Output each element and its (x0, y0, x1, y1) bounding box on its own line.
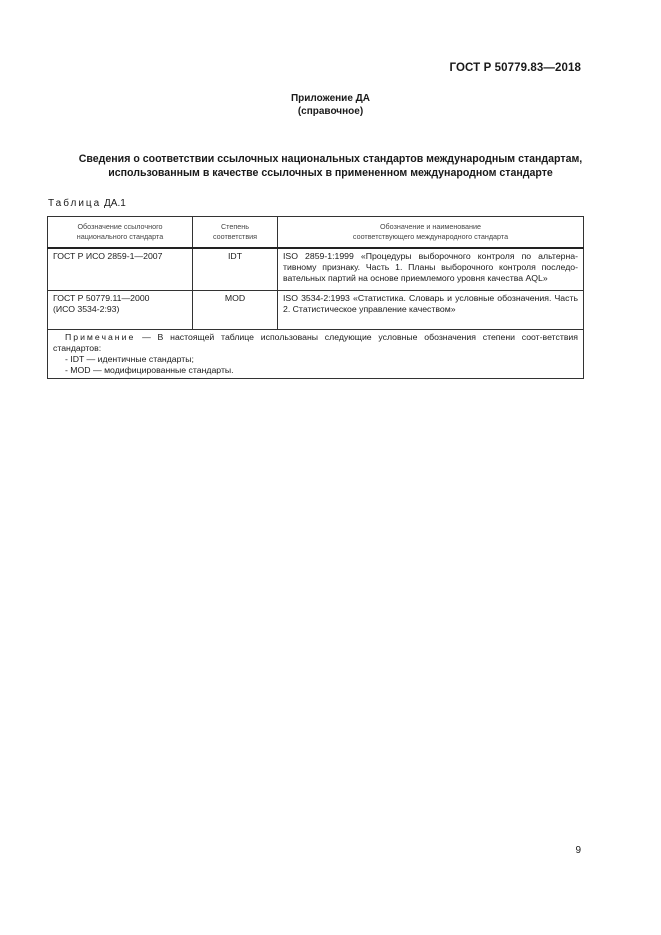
note-label: Примечание (65, 332, 136, 342)
row-2-code-line-2: (ИСО 3534-2:93) (53, 304, 120, 314)
table-header-row (48, 217, 584, 249)
row-1-name: ISO 2859-1:1999 «Процедуры выборочного контроля по альтерна-тивному признаку. Часть 1. Планы выборочного контроля последо-вательных партий на основе приемлемого уровня качества AQL» (278, 248, 584, 291)
page-number: 9 (575, 845, 581, 856)
table-caption-id: ДА.1 (104, 198, 126, 209)
note-item-mod: - MOD — модифицированные стандарты. (65, 365, 234, 375)
section-heading (40, 152, 621, 180)
row-1-degree: IDT (193, 248, 278, 291)
column-header-code-line-2: национального стандарта (76, 232, 164, 241)
column-header-code-line-1: Обозначение ссылочного (77, 222, 163, 231)
annex-title: Приложение ДА (290, 93, 371, 104)
column-header-name-line-1: Обозначение и наименование (379, 222, 482, 231)
correspondence-table (47, 216, 584, 379)
table-row (48, 291, 584, 330)
table-caption (48, 198, 126, 209)
table-note (48, 330, 584, 379)
table-caption-word: Таблица (48, 198, 102, 209)
row-2-code (48, 291, 193, 330)
note-item-idt: - IDT — идентичные стандарты; (65, 354, 194, 364)
annex-subtitle: (справочное) (297, 106, 364, 117)
note-paragraph (53, 332, 578, 354)
note-text: — В настоящей таблице использованы следующие условные обозначения степени соот-ветствия стандартов: (53, 332, 578, 353)
column-header-degree-line-2: соответствия (212, 232, 258, 241)
row-2-degree: MOD (193, 291, 278, 330)
row-2-code-line-1: ГОСТ Р 50779.11—2000 (53, 293, 150, 303)
column-header-degree-line-1: Степень (220, 222, 249, 231)
table-row (48, 248, 584, 291)
row-1-code-line-1: ГОСТ Р ИСО 2859-1—2007 (53, 251, 163, 261)
table-note-row (48, 330, 584, 379)
section-heading-line-1: Сведения о соответствии ссылочных национальных стандартов международным стандартам, (78, 153, 583, 165)
row-1-code (48, 248, 193, 291)
document-code: ГОСТ Р 50779.83—2018 (449, 62, 581, 74)
section-heading-line-2: использованным в качестве ссылочных в примененном международном стандарте (108, 167, 553, 179)
column-header-name (278, 217, 584, 249)
column-header-degree (193, 217, 278, 249)
column-header-name-line-2: соответствующего международного стандарта (352, 232, 509, 241)
column-header-code (48, 217, 193, 249)
row-2-name: ISO 3534-2:1993 «Статистика. Словарь и условные обозначения. Часть 2. Статистическое управление качеством» (278, 291, 584, 330)
